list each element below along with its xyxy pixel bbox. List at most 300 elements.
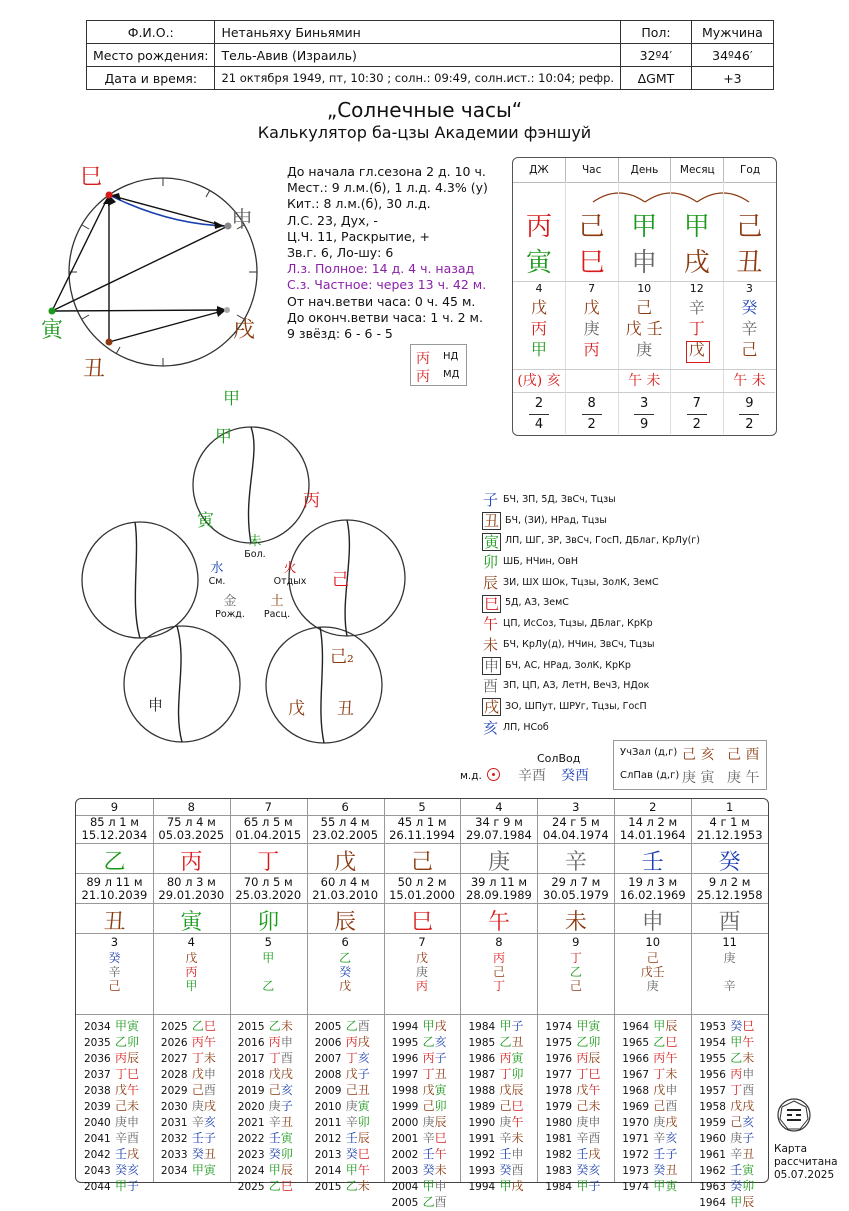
year: 1958: [699, 1101, 726, 1113]
pillar-header: ДЖ: [513, 158, 566, 182]
year: 1961: [699, 1149, 726, 1161]
year: 1976: [545, 1053, 573, 1065]
year-branch: 未: [280, 1019, 293, 1033]
year-stem: 乙: [422, 1195, 435, 1209]
year: 2020: [237, 1101, 265, 1113]
luck-age: 65 л 5 м: [243, 815, 293, 829]
year-stem: 壬: [653, 1147, 666, 1161]
luck-hidden: 癸: [339, 965, 352, 979]
page-subtitle: Калькулятор ба-цзы Академии фэншуй: [257, 123, 592, 142]
wood-node: [240, 530, 270, 560]
year-stem: 甲: [499, 1019, 512, 1033]
year-branch: 酉: [742, 1083, 755, 1097]
year-row: [84, 1163, 139, 1179]
year: 2006: [314, 1037, 342, 1049]
year-row: [315, 1131, 370, 1147]
year-branch: 午: [434, 1147, 447, 1161]
uch-a1: 己 亥: [682, 747, 715, 763]
year-list: [622, 1019, 677, 1195]
year-row: [161, 1131, 216, 1147]
luck-branch-number: 9: [572, 935, 580, 949]
year-row: [469, 1099, 524, 1115]
year-stem: 乙: [730, 1051, 743, 1065]
branch-circle-diagram: [40, 150, 280, 390]
separator-line: [723, 392, 775, 393]
year-row: [699, 1051, 754, 1067]
luck-date: 26.11.1994: [389, 828, 455, 842]
year-branch: 未: [742, 1051, 755, 1065]
year-branch: 寅: [357, 1099, 370, 1113]
year: 1984: [545, 1181, 573, 1193]
year: 2038: [84, 1085, 111, 1097]
four-pillars-box: [512, 157, 777, 436]
year-branch: 亥: [434, 1035, 447, 1049]
year-row: [84, 1147, 139, 1163]
year: 1979: [545, 1101, 573, 1113]
year-branch: 戌: [588, 1147, 601, 1161]
luck-date: 15.12.2034: [81, 828, 148, 842]
sex-value: Мужчина: [691, 21, 773, 44]
name-label: Ф.И.О.:: [87, 21, 215, 44]
footer-line: рассчитана: [774, 1156, 838, 1168]
year-stem: 癸: [422, 1163, 435, 1177]
luck-age: 45 л 1 м: [397, 815, 447, 829]
pillar-branch: 寅: [525, 248, 552, 278]
year-row: [84, 1051, 139, 1067]
year: 1970: [622, 1117, 650, 1129]
year-branch: 酉: [203, 1083, 216, 1097]
branch-desc: БЧ, АС, НРад, ЗолК, КрКр: [505, 659, 631, 671]
year-row: [622, 1067, 677, 1083]
hidden-stem: 辛: [688, 298, 705, 317]
luck-pillars-table: [75, 798, 769, 1209]
year: 1969: [622, 1101, 650, 1113]
year: 2009: [314, 1085, 342, 1097]
year: 1991: [468, 1133, 496, 1145]
year-stem: 庚: [345, 1099, 358, 1113]
luck-stem: 庚: [487, 850, 510, 875]
year-stem: 辛: [653, 1131, 666, 1145]
luck-age2: 9 л 2 м: [708, 875, 751, 889]
year-row: [469, 1067, 524, 1083]
academy-logo-icon: [776, 1097, 812, 1133]
year-stem: 庚: [191, 1099, 204, 1113]
luck-hidden: 癸: [108, 951, 121, 965]
hidden-stem: 甲: [530, 340, 547, 359]
wood-label: Бол.: [244, 549, 266, 560]
year-row: [315, 1163, 370, 1179]
branch-row: [482, 697, 700, 718]
year-stem: 壬: [345, 1131, 358, 1145]
year-row: [469, 1019, 524, 1035]
year-stem: 己: [422, 1099, 435, 1113]
luck-branch: 寅: [180, 910, 203, 935]
luck-number: 6: [341, 800, 349, 814]
year-stem: 丙: [191, 1035, 204, 1049]
hidden-stem: 戊: [530, 298, 547, 317]
year-stem: 甲: [345, 1163, 358, 1177]
year-row: [622, 1035, 677, 1051]
year-branch: 酉: [357, 1019, 370, 1033]
fraction-line: [739, 414, 759, 415]
year-stem: 癸: [345, 1147, 358, 1161]
luck-column: [230, 799, 308, 1193]
year: 2035: [84, 1037, 111, 1049]
year-stem: 癸: [499, 1163, 512, 1177]
luck-stem: 戊: [334, 850, 357, 875]
year-branch: 寅: [127, 1019, 140, 1033]
pillar-branch: 巳: [578, 248, 605, 278]
year-stem: 丙: [345, 1035, 358, 1049]
branch-char: 戌: [483, 698, 499, 717]
year-stem: 癸: [576, 1163, 589, 1177]
luck-date: 04.04.1974: [542, 828, 609, 842]
year-branch: 辰: [588, 1051, 601, 1065]
separator-line: [618, 392, 670, 393]
luck-branch: 巳: [411, 910, 434, 935]
year-stem: 戊: [730, 1099, 743, 1113]
year: 1977: [545, 1069, 573, 1081]
year: 1972: [622, 1149, 650, 1161]
year-branch: 午: [127, 1083, 140, 1097]
year-row: [315, 1035, 370, 1051]
year-stem: 甲: [115, 1019, 128, 1033]
fraction-bottom: 9: [640, 417, 649, 432]
luck-branch: 午: [487, 910, 510, 935]
pillar-number: 12: [689, 282, 704, 295]
luck-stem: 壬: [641, 850, 664, 875]
year-stem: 丙: [422, 1051, 435, 1065]
year: 2017: [237, 1053, 265, 1065]
year-branch: 辰: [280, 1163, 293, 1177]
year: 2024: [237, 1165, 265, 1177]
year-stem: 丙: [730, 1067, 743, 1081]
wood-char: 未: [248, 534, 262, 549]
info-line: От нач.ветви часа: 0 ч. 45 м.: [287, 293, 476, 309]
year-row: [622, 1115, 677, 1131]
fraction-line: [529, 414, 549, 415]
pillar-header: День: [619, 158, 672, 182]
branch-list: [482, 490, 700, 738]
year-branch: 戌: [127, 1147, 140, 1161]
year: 1959: [699, 1117, 726, 1129]
year-branch: 申: [127, 1115, 140, 1129]
year-row: [392, 1195, 447, 1211]
year-branch: 申: [742, 1067, 755, 1081]
year-branch: 丑: [280, 1115, 293, 1129]
year-row: [469, 1083, 524, 1099]
year-row: [392, 1083, 447, 1099]
year-row: [699, 1067, 754, 1083]
year-branch: 午: [588, 1083, 601, 1097]
year: 2005: [314, 1021, 342, 1033]
luck-date: 23.02.2005: [312, 828, 379, 842]
year-row: [238, 1147, 293, 1163]
year: 1967: [622, 1069, 650, 1081]
year: 2026: [160, 1037, 188, 1049]
year: 1992: [468, 1149, 496, 1161]
year-row: [84, 1131, 139, 1147]
element-char: 戊: [288, 699, 305, 719]
pillar-number: 10: [637, 282, 652, 295]
element-char: 丙: [303, 491, 320, 511]
luck-branch-number: 3: [110, 935, 119, 949]
year-branch: 申: [280, 1035, 293, 1049]
year-row: [315, 1051, 370, 1067]
year: 1985: [468, 1037, 496, 1049]
year-row: [315, 1147, 370, 1163]
year: 1982: [545, 1149, 573, 1161]
year: 1994: [391, 1021, 419, 1033]
luck-column: [384, 799, 462, 1209]
year-stem: 甲: [115, 1179, 128, 1193]
year: 1983: [545, 1165, 573, 1177]
year-row: [699, 1115, 754, 1131]
branch-char: 辰: [482, 573, 498, 592]
year-stem: 丙: [653, 1051, 666, 1065]
year-row: [84, 1099, 139, 1115]
luck-hidden: 戊: [185, 951, 198, 965]
year-branch: 未: [127, 1099, 140, 1113]
year-stem: 庚: [653, 1115, 666, 1129]
year-row: [545, 1019, 600, 1035]
hidden-stem: 辛: [741, 319, 758, 338]
pillar-extra: 午 未: [733, 373, 766, 389]
year-branch: 寅: [280, 1131, 293, 1145]
year-branch: 戌: [203, 1099, 216, 1113]
year-row: [392, 1067, 447, 1083]
year-list: [84, 1019, 139, 1195]
year-row: [622, 1147, 677, 1163]
sun-icon: [487, 768, 500, 781]
luck-date: 14.01.1964: [619, 828, 686, 842]
year-branch: 亥: [588, 1163, 601, 1177]
year: 2025: [237, 1181, 265, 1193]
separator-line: [566, 392, 618, 393]
uch-b2: 庚 午: [727, 770, 760, 786]
luck-age2: 39 л 11 м: [470, 875, 528, 889]
year-row: [84, 1035, 139, 1051]
year-stem: 庚: [422, 1115, 435, 1129]
year: 2022: [237, 1133, 265, 1145]
year: 1966: [622, 1053, 650, 1065]
info-line: С.з. Частное: через 13 ч. 42 м.: [287, 277, 487, 293]
branch-row: [482, 676, 700, 697]
branch-row: [482, 718, 700, 739]
branch-char: 酉: [482, 677, 498, 696]
earth-node: [260, 590, 294, 620]
year-branch: 丑: [357, 1083, 370, 1097]
pillar-number: 3: [745, 282, 753, 295]
year-branch: 丑: [742, 1147, 755, 1161]
luck-hidden: 丙: [492, 951, 505, 965]
fire-char: 火: [283, 561, 297, 576]
solvod-b: 癸酉: [561, 768, 589, 784]
year-branch: 亥: [357, 1051, 370, 1065]
year-row: [84, 1019, 139, 1035]
year-branch: 辰: [127, 1051, 140, 1065]
year-branch: 午: [357, 1163, 370, 1177]
year-branch: 未: [203, 1051, 216, 1065]
year: 2018: [237, 1069, 265, 1081]
year-list: [315, 1019, 370, 1195]
year: 2004: [391, 1181, 419, 1193]
luck-age2: 80 л 3 м: [166, 875, 216, 889]
year-stem: 壬: [576, 1147, 589, 1161]
year-row: [699, 1163, 754, 1179]
luck-branch-number: 7: [418, 935, 426, 949]
hidden-stem: 癸: [741, 298, 758, 317]
longitude: 34º46′: [691, 44, 773, 67]
year-row: [161, 1163, 216, 1179]
year: 2037: [84, 1069, 111, 1081]
year-stem: 甲: [191, 1163, 204, 1177]
luck-hidden: 己: [108, 979, 121, 993]
info-line: Зв.г. 6, Ло-шу: 6: [287, 245, 394, 261]
nd-md-box: [410, 344, 467, 386]
pillar-column: [723, 182, 775, 434]
year-row: [699, 1179, 754, 1195]
luck-hidden: 丙: [185, 965, 198, 979]
fire-node: [270, 557, 310, 587]
hidden-stem: 己: [636, 298, 653, 317]
branch-desc: ЗО, ШПут, ШРУг, Тцзы, ГосП: [505, 700, 647, 712]
footer-line: 05.07.2025: [774, 1169, 835, 1181]
year-branch: 子: [665, 1147, 678, 1161]
year-branch: 酉: [434, 1195, 447, 1209]
year: 1964: [622, 1021, 650, 1033]
pillar-branch: 申: [631, 248, 658, 278]
year: 1993: [468, 1165, 496, 1177]
year: 2028: [160, 1069, 188, 1081]
year-stem: 丁: [268, 1051, 281, 1065]
year: 2034: [84, 1021, 111, 1033]
fraction-line: [687, 414, 707, 415]
luck-branch-number: 6: [341, 935, 349, 949]
year-stem: 己: [730, 1115, 743, 1129]
year-row: [469, 1115, 524, 1131]
luck-age: 4 г 1 м: [709, 815, 750, 829]
branch-row: [482, 511, 700, 532]
year-stem: 辛: [499, 1131, 512, 1145]
element-char: 己: [332, 570, 349, 590]
year: 2031: [160, 1117, 188, 1129]
luck-hidden: 丁: [492, 979, 505, 993]
luck-hidden: 庚: [723, 951, 736, 965]
year: 1963: [699, 1181, 726, 1193]
metal-label: Рожд.: [215, 609, 245, 620]
year-row: [238, 1067, 293, 1083]
branch-desc: БЧ, КрЛу(д), НЧин, ЗвСч, Тцзы: [503, 638, 655, 650]
hidden-stem: 戊 壬: [625, 319, 663, 338]
year-row: [238, 1163, 293, 1179]
year-stem: 庚: [730, 1131, 743, 1145]
branch-char: 巳: [483, 594, 499, 613]
year-row: [84, 1115, 139, 1131]
year-stem: 戊: [345, 1067, 358, 1081]
branch-row: [482, 490, 700, 511]
year-branch: 子: [280, 1099, 293, 1113]
year: 2003: [391, 1165, 419, 1177]
year: 2012: [314, 1133, 342, 1145]
year-stem: 戊: [499, 1083, 512, 1097]
year-stem: 辛: [115, 1131, 128, 1145]
five-elements-diagram: [70, 395, 460, 765]
year-stem: 壬: [115, 1147, 128, 1161]
date-value: 21 октября 1949, пт, 10:30 ; солн.: 09:49, солн.ист.: 10:04; рефр.: [215, 67, 621, 90]
year-branch: 午: [511, 1115, 524, 1129]
hidden-stem: 庚: [583, 319, 600, 338]
year-stem: 甲: [422, 1019, 435, 1033]
date-label: Дата и время:: [87, 67, 215, 90]
year-row: [545, 1083, 600, 1099]
year-row: [161, 1019, 216, 1035]
year-stem: 戊: [268, 1067, 281, 1081]
year-list: [238, 1019, 293, 1195]
luck-age2: 50 л 2 м: [397, 875, 447, 889]
branch-row: [482, 635, 700, 656]
year-list: [545, 1019, 600, 1195]
year: 1989: [468, 1101, 496, 1113]
year: 1955: [699, 1053, 726, 1065]
year-branch: 丑: [434, 1067, 447, 1081]
luck-column: [307, 799, 385, 1193]
luck-number: 8: [187, 800, 195, 814]
year-row: [545, 1051, 600, 1067]
year: 2043: [84, 1165, 111, 1177]
year-stem: 乙: [345, 1019, 358, 1033]
luck-hidden: 己: [569, 979, 582, 993]
year: 1954: [699, 1037, 726, 1049]
year-row: [315, 1179, 370, 1195]
year-branch: 子: [511, 1019, 524, 1033]
solvod-a: 辛酉: [518, 768, 546, 784]
year-stem: 甲: [576, 1179, 589, 1193]
year-branch: 戌: [665, 1115, 678, 1129]
earth-label: Расц.: [263, 609, 291, 620]
year-stem: 壬: [191, 1131, 204, 1145]
year-row: [545, 1035, 600, 1051]
nd-label: НД: [443, 351, 459, 362]
year-branch: 戌: [434, 1019, 447, 1033]
year-row: [161, 1147, 216, 1163]
row-separator: [513, 281, 776, 282]
pillars-header: [513, 158, 776, 183]
year-branch: 丑: [665, 1163, 678, 1177]
year: 1956: [699, 1069, 726, 1081]
year: 2010: [314, 1101, 342, 1113]
year-row: [238, 1179, 293, 1195]
luck-date: 21.12.1953: [696, 828, 763, 842]
separator-line: [671, 392, 723, 393]
year-branch: 巳: [742, 1019, 755, 1033]
hidden-stem: 丙: [530, 319, 547, 338]
year-branch: 巳: [434, 1131, 447, 1145]
year: 2015: [314, 1181, 342, 1193]
year-row: [238, 1115, 293, 1131]
year-stem: 壬: [730, 1163, 743, 1177]
luck-hidden: 乙: [339, 951, 352, 965]
luck-number: 7: [264, 800, 272, 814]
md-label: МД: [443, 369, 460, 380]
year: 2007: [314, 1053, 342, 1065]
year-branch: 申: [665, 1083, 678, 1097]
branch-desc: ЛП, НСоб: [503, 721, 549, 733]
year-stem: 戊: [576, 1083, 589, 1097]
year: 1990: [468, 1117, 496, 1129]
year-stem: 辛: [191, 1115, 204, 1129]
pillar-stem: 己: [736, 212, 763, 242]
